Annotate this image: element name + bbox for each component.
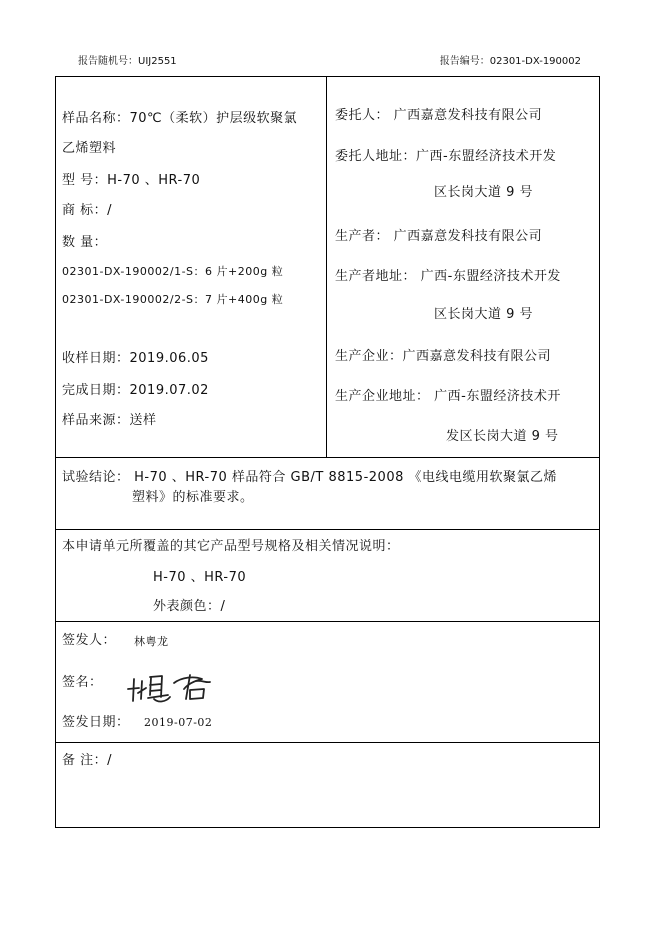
remarks: 备 注：/ <box>62 753 113 768</box>
sample-name-line2: 乙烯塑料 <box>62 141 117 156</box>
issuer-label: 签发人： <box>62 633 117 648</box>
divider-vertical <box>326 77 327 457</box>
producer-name: 生产者： 广西嘉意发科技有限公司 <box>335 229 543 244</box>
enterprise-name: 生产企业：广西嘉意发科技有限公司 <box>335 349 552 364</box>
client-address-line1: 委托人地址：广西-东盟经济技术开发 <box>335 149 557 164</box>
client-name: 委托人： 广西嘉意发科技有限公司 <box>335 108 543 123</box>
enterprise-address-line1: 生产企业地址： 广西-东盟经济技术开 <box>335 389 561 404</box>
signature-label: 签名： <box>62 675 103 690</box>
report-table <box>55 76 600 828</box>
sample-brand: 商 标：/ <box>62 203 113 218</box>
sample-quantity-2: 02301-DX-190002/2-S：7 片+400g 粒 <box>62 293 284 306</box>
sample-received-date: 收样日期：2019.06.05 <box>62 351 209 366</box>
producer-address-line1: 生产者地址： 广西-东盟经济技术开发 <box>335 269 561 284</box>
issue-date-label: 签发日期： <box>62 715 130 730</box>
report-random-number: 报告随机号：UIJ2551 <box>78 56 177 67</box>
producer-address-line2: 区长岗大道 9 号 <box>434 307 534 322</box>
enterprise-address-line2: 发区长岗大道 9 号 <box>446 429 559 444</box>
sample-model: 型 号：H-70 、HR-70 <box>62 173 201 188</box>
divider-signature-bottom <box>56 742 599 743</box>
sample-quantity-label: 数 量： <box>62 235 108 250</box>
sample-quantity-1: 02301-DX-190002/1-S：6 片+200g 粒 <box>62 265 284 278</box>
coverage-color: 外表颜色：/ <box>153 599 226 614</box>
test-conclusion-line2: 塑料》的标准要求。 <box>132 490 254 505</box>
divider-info-bottom <box>56 457 599 458</box>
divider-coverage-bottom <box>56 621 599 622</box>
test-conclusion-line1: 试验结论： H-70 、HR-70 样品符合 GB/T 8815-2008 《电线电缆用软聚氯乙烯 <box>62 470 557 485</box>
sample-source: 样品来源：送样 <box>62 413 157 428</box>
client-address-line2: 区长岗大道 9 号 <box>434 185 534 200</box>
sample-name-line1: 样品名称：70℃（柔软）护层级软聚氯 <box>62 111 298 126</box>
coverage-models: H-70 、HR-70 <box>153 570 247 585</box>
report-number: 报告编号：02301-DX-190002 <box>439 56 581 67</box>
handwritten-signature <box>124 671 230 705</box>
divider-conclusion-bottom <box>56 529 599 530</box>
coverage-title: 本申请单元所覆盖的其它产品型号规格及相关情况说明： <box>62 539 400 554</box>
sample-completed-date: 完成日期：2019.07.02 <box>62 383 209 398</box>
issue-date-value: 2019-07-02 <box>144 716 213 729</box>
issuer-name: 林粤龙 <box>134 635 169 648</box>
